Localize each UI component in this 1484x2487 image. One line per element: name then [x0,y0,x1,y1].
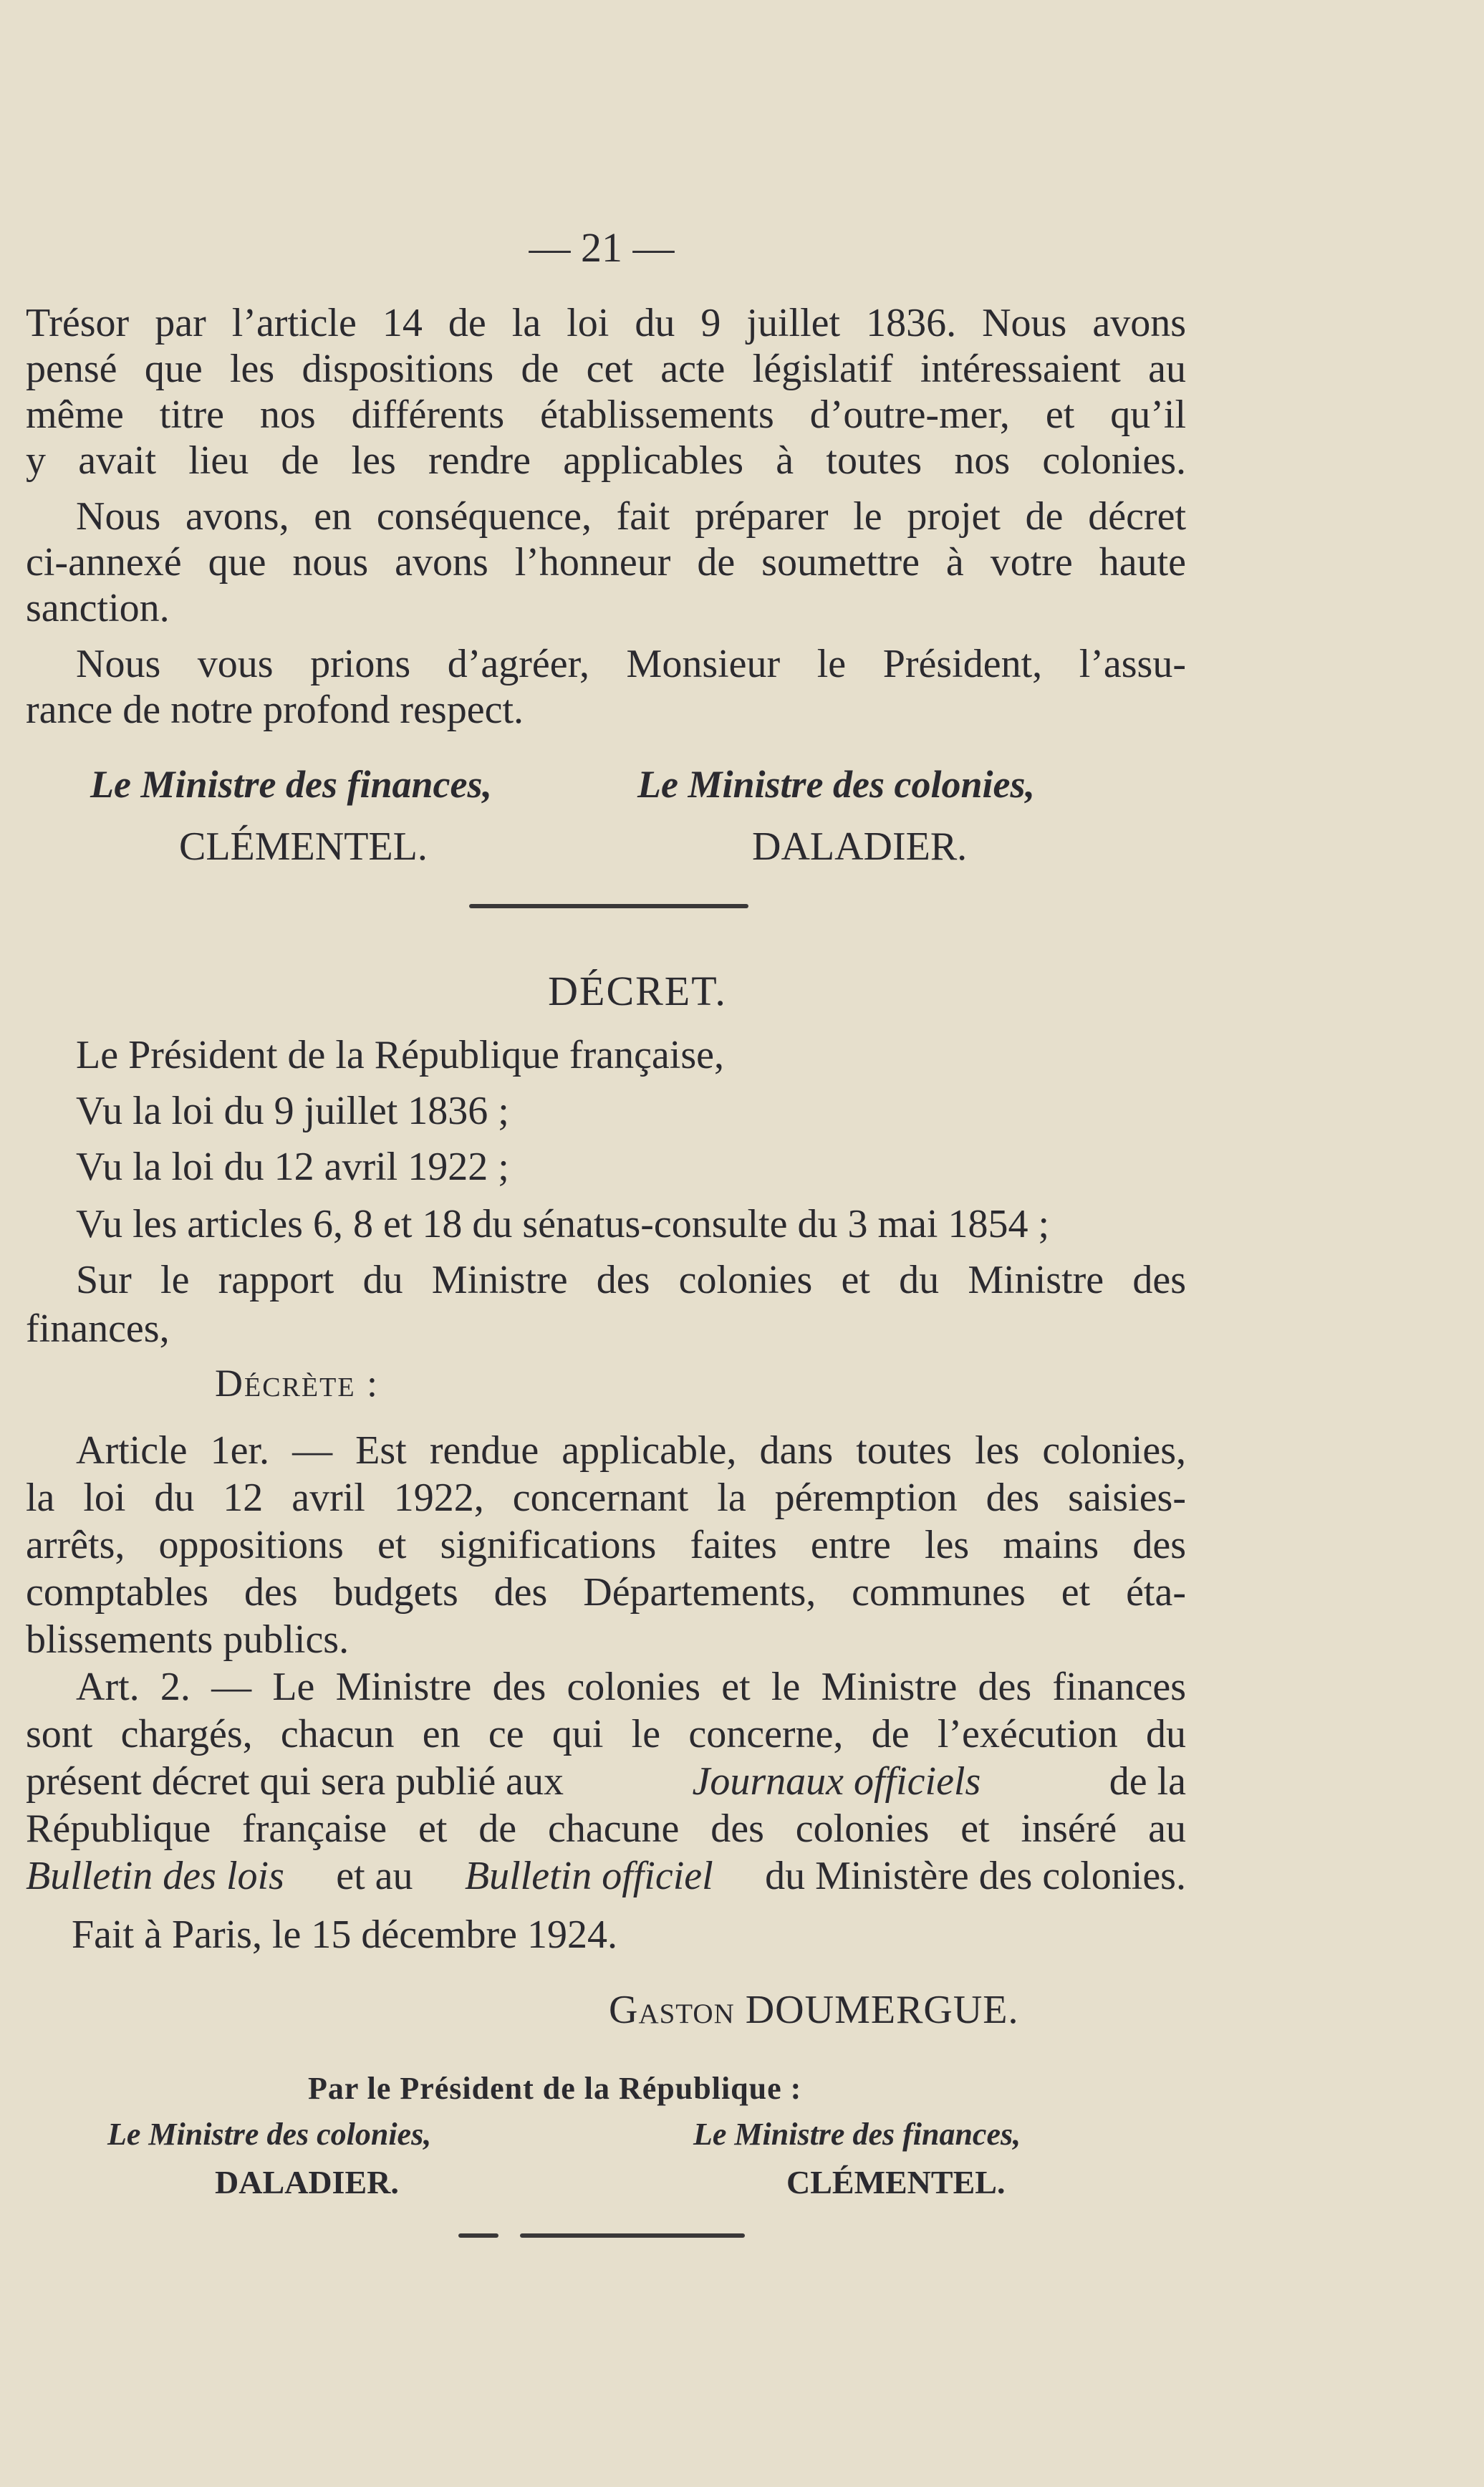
preamble-line: Nous avons, en conséquence, fait préparer le projet de décret [76,494,1186,539]
article2-line: Art. 2. — Le Ministre des colonies et le Ministre des finances [76,1665,1186,1709]
article1-line: Article 1er. — Est rendue applicable, dans toutes les colonies, [76,1428,1186,1473]
decree-intro-line: Vu la loi du 9 juillet 1836 ; [76,1089,509,1133]
signature-left-title: Le Ministre des finances, [90,763,492,806]
article1-line: comptables des budgets des Départements, communes et éta- [26,1570,1186,1615]
decree-intro-line: Vu les articles 6, 8 et 18 du sénatus-consulte du 3 mai 1854 ; [76,1202,1050,1246]
preamble-line: sanction. [26,586,170,630]
bottom-left-name: DALADIER. [215,2164,399,2200]
article1-line: blissements publics. [26,1617,350,1662]
article2-line3-pre: présent décret qui sera publié aux [26,1759,564,1804]
preamble-line: même titre nos différents établissements d’outre-mer, et qu’il [26,393,1186,437]
bottom-left-title: Le Ministre des colonies, [107,2117,432,2152]
decree-heading: DÉCRET. [548,968,727,1014]
article2-line3 [26,1758,1186,1805]
decrete-heading: Décrète : [215,1362,380,1405]
article1-line: arrêts, oppositions et significations faites entre les mains des [26,1523,1186,1567]
article2-line3-post: de la [1109,1759,1186,1804]
decree-intro-line: Vu la loi du 12 avril 1922 ; [76,1145,509,1189]
preamble-line: rance de notre profond respect. [26,688,524,732]
article2-line: sont chargés, chacun en ce qui le concerne, de l’exécution du [26,1712,1186,1756]
separator-rule [469,904,748,908]
bottom-right-name: CLÉMENTEL. [786,2164,1006,2200]
article2-line5-mid: et au [336,1854,413,1898]
bottom-rule-long [520,2233,745,2238]
bottom-right-title: Le Ministre des finances, [693,2117,1021,2152]
done-at: Fait à Paris, le 15 décembre 1924. [72,1913,618,1957]
preamble-line: ci-annexé que nous avons l’honneur de soumettre à votre haute [26,540,1186,585]
signature-right-title: Le Ministre des colonies, [637,763,1035,806]
article2-line5 [26,1852,1186,1900]
preamble-line: y avait lieu de les rendre applicables à toutes nos colonies. [26,438,1186,483]
preamble-line: pensé que les dispositions de cet acte législatif intéressaient au [26,347,1186,391]
bottom-rule-short [458,2233,498,2238]
decree-intro-line: Le Président de la République française, [76,1033,724,1077]
article1-line: la loi du 12 avril 1922, concernant la péremption des saisies- [26,1476,1186,1520]
decree-signatory: Gaston DOUMERGUE. [609,1988,1019,2032]
by-president: Par le Président de la République : [308,2071,802,2106]
signature-left-name: CLÉMENTEL. [179,824,428,869]
preamble-line: Nous vous prions d’agréer, Monsieur le Président, l’assu- [76,642,1186,686]
preamble-line: Trésor par l’article 14 de la loi du 9 juillet 1836. Nous avons [26,301,1186,345]
article2-line5-post: du Ministère des colonies. [765,1854,1186,1898]
signature-right-name: DALADIER. [752,824,968,869]
page-number: — 21 — [529,224,675,271]
journaux-officiels: Journaux officiels [692,1759,981,1804]
decree-intro-line: finances, [26,1307,170,1351]
article2-line: République française et de chacune des colonies et inséré au [26,1807,1186,1851]
bulletin-officiel: Bulletin officiel [464,1854,713,1898]
decree-intro-line: Sur le rapport du Ministre des colonies et du Ministre des [76,1258,1186,1302]
bulletin-des-lois: Bulletin des lois [26,1854,284,1898]
